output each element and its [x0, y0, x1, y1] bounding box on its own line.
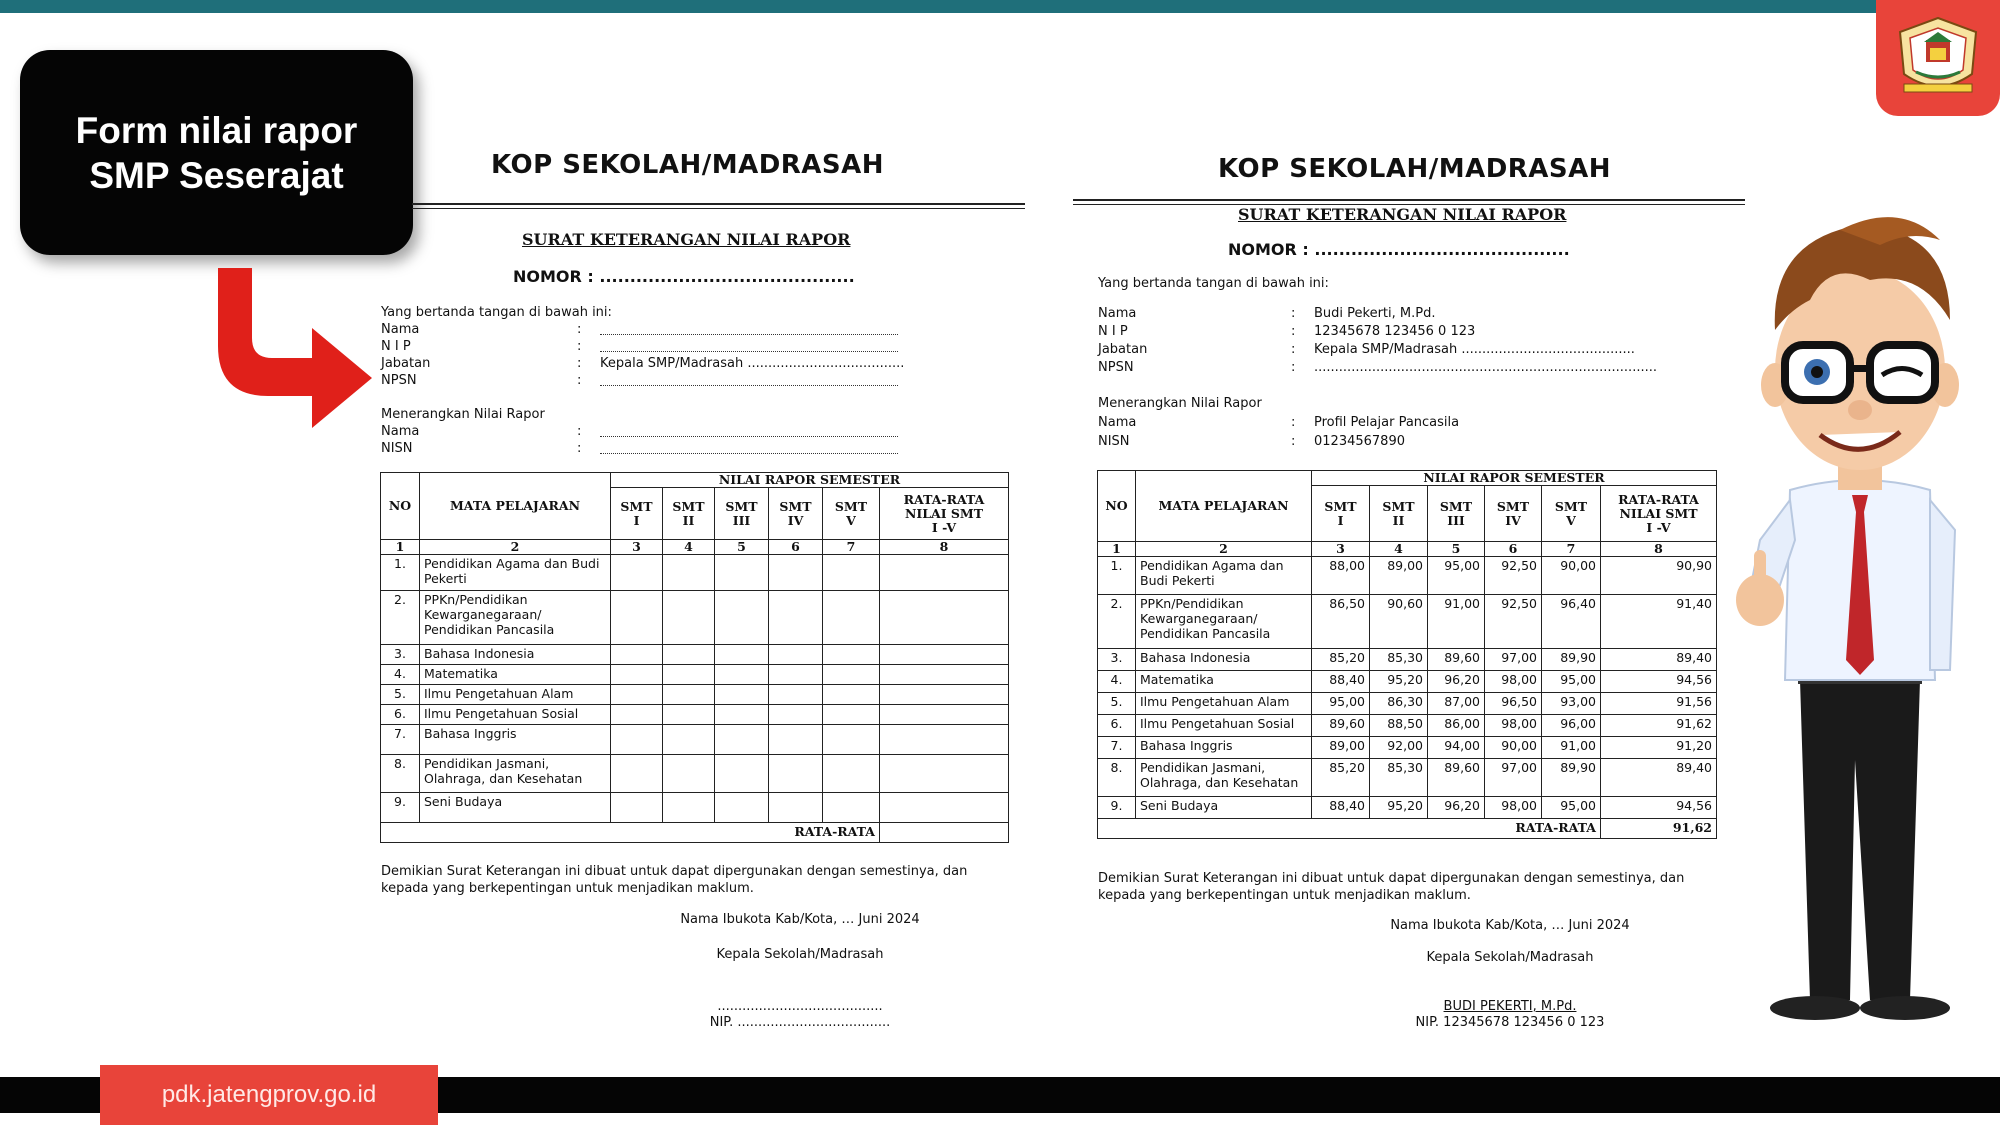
col-mapel-header: MATA PELAJARAN — [420, 473, 611, 540]
col-rata-header: RATA-RATA NILAI SMT I -V — [1601, 486, 1717, 542]
sign-role: Kepala Sekolah/Madrasah — [1426, 950, 1594, 965]
place-date: Nama Ibukota Kab/Kota, … Juni 2024 — [1390, 918, 1630, 933]
average-row: RATA-RATA — [381, 823, 1009, 843]
col-no-header: NO — [1098, 471, 1136, 542]
blank-grade-table — [380, 472, 1009, 843]
provincial-emblem-icon — [1890, 12, 1986, 102]
col-smt-header: SMT III — [1428, 486, 1485, 542]
label-jabatan: Jabatan — [1098, 342, 1148, 357]
intro-text: Yang bertanda tangan di bawah ini: — [1098, 276, 1329, 291]
place-date: Nama Ibukota Kab/Kota, … Juni 2024 — [680, 912, 920, 927]
col-smt-header: SMT IV — [1485, 486, 1542, 542]
sign-role: Kepala Sekolah/Madrasah — [716, 947, 884, 962]
filled-grade-table — [1097, 470, 1717, 839]
table-row: 2. PPKn/Pendidikan Kewarganegaraan/ Pendidikan Pancasila — [381, 591, 1009, 645]
col-smt-header: SMT I — [1312, 486, 1370, 542]
table-row: 9. Seni Budaya 88,40 95,20 96,20 98,00 95,00 94,56 — [1098, 797, 1717, 819]
col-smt-header: SMT II — [663, 488, 715, 540]
table-row: 6. Ilmu Pengetahuan Sosial — [381, 705, 1009, 725]
index-row: 1 2 3 4 5 6 7 8 — [1098, 542, 1717, 557]
jabatan-value: Kepala SMP/Madrasah .......................................... — [1314, 342, 1635, 357]
col-smt-header: SMT III — [715, 488, 769, 540]
table-row: 3. Bahasa Indonesia 85,20 85,30 89,60 97,00 89,90 89,40 — [1098, 649, 1717, 671]
kop-rule-thick — [1073, 199, 1745, 201]
table-row: 5. Ilmu Pengetahuan Alam — [381, 685, 1009, 705]
table-row: 4. Matematika — [381, 665, 1009, 685]
table-row: 6. Ilmu Pengetahuan Sosial 89,60 88,50 86,00 98,00 96,00 91,62 — [1098, 715, 1717, 737]
top-accent-bar — [0, 0, 2000, 13]
overall-average: 91,62 — [1601, 819, 1717, 839]
colon: : — [1291, 342, 1296, 357]
closing-paragraph: Demikian Surat Keterangan ini dibuat untuk dapat dipergunakan dengan semestinya, dan kepada yang berkepentingan untuk menjadikan maklum. — [381, 864, 968, 896]
student-nama-value: Profil Pelajar Pancasila — [1314, 415, 1460, 430]
slide-title-line2: SMP Seserajat — [89, 154, 344, 196]
index-row: 1 2 3 4 5 6 7 8 — [381, 540, 1009, 555]
colon: : — [577, 322, 582, 337]
label-nama: Nama — [1098, 415, 1137, 430]
colon: : — [1291, 434, 1296, 449]
label-npsn: NPSN — [1098, 360, 1134, 375]
colon: : — [577, 339, 582, 354]
label-nama: Nama — [381, 322, 420, 337]
col-group-header: NILAI RAPOR SEMESTER — [1312, 471, 1717, 486]
menerangkan-text: Menerangkan Nilai Rapor — [381, 407, 545, 422]
col-group-header: NILAI RAPOR SEMESTER — [611, 473, 1009, 488]
red-pointer-arrow-icon — [210, 268, 380, 428]
col-smt-header: SMT II — [1370, 486, 1428, 542]
table-row: 1. Pendidikan Agama dan Budi Pekerti — [381, 555, 1009, 591]
closing-paragraph: Demikian Surat Keterangan ini dibuat untuk dapat dipergunakan dengan semestinya, dan kepada yang berkepentingan untuk menjadikan maklum. — [1098, 871, 1685, 903]
average-row: RATA-RATA 91,62 — [1098, 819, 1717, 839]
kop-heading: KOP SEKOLAH/MADRASAH — [491, 150, 885, 180]
col-rata-header: RATA-RATA NILAI SMT I -V — [880, 488, 1009, 540]
sign-name-blank: ........................................ — [717, 999, 883, 1014]
jabatan-value: Kepala SMP/Madrasah ...................................... — [600, 356, 905, 371]
table-row: 3. Bahasa Indonesia — [381, 645, 1009, 665]
npsn-blank — [600, 373, 898, 386]
table-row: 7. Bahasa Inggris 89,00 92,00 94,00 90,00 91,00 91,20 — [1098, 737, 1717, 759]
menerangkan-text: Menerangkan Nilai Rapor — [1098, 396, 1262, 411]
kop-rule-thick — [412, 203, 1025, 205]
colon: : — [1291, 306, 1296, 321]
surat-title: SURAT KETERANGAN NILAI RAPOR — [522, 230, 851, 249]
colon: : — [577, 424, 582, 439]
nomor-line: NOMOR : .......................................... — [1228, 240, 1570, 259]
slide-title-box — [20, 50, 413, 255]
colon: : — [577, 373, 582, 388]
label-nip: N I P — [1098, 324, 1128, 339]
sign-nip: NIP. 12345678 123456 0 123 — [1415, 1015, 1605, 1030]
sign-nip-blank: NIP. ..................................... — [709, 1015, 891, 1030]
table-row: 9. Seni Budaya — [381, 793, 1009, 823]
table-row: 8. Pendidikan Jasmani, Olahraga, dan Kesehatan 85,20 85,30 89,60 97,00 89,90 89,40 — [1098, 759, 1717, 797]
label-nisn: NISN — [1098, 434, 1130, 449]
nip-blank — [600, 339, 898, 352]
slide-title-line1: Form nilai rapor — [75, 109, 358, 151]
nama-blank — [600, 322, 898, 335]
colon: : — [577, 356, 582, 371]
website-url-label: pdk.jatengprov.go.id — [100, 1065, 438, 1125]
nomor-line: NOMOR : .......................................... — [513, 267, 855, 286]
table-row: 7. Bahasa Inggris — [381, 725, 1009, 755]
surat-title: SURAT KETERANGAN NILAI RAPOR — [1238, 205, 1567, 224]
logo-tab — [1876, 0, 2000, 116]
student-nisn-blank — [600, 441, 898, 454]
label-nip: N I P — [381, 339, 411, 354]
npsn-value: ................................................................................... — [1314, 360, 1657, 375]
col-smt-header: SMT I — [611, 488, 663, 540]
table-row: 4. Matematika 88,40 95,20 96,20 98,00 95,00 94,56 — [1098, 671, 1717, 693]
label-nama: Nama — [1098, 306, 1137, 321]
col-no-header: NO — [381, 473, 420, 540]
label-jabatan: Jabatan — [381, 356, 431, 371]
colon: : — [1291, 324, 1296, 339]
table-row: 8. Pendidikan Jasmani, Olahraga, dan Kesehatan — [381, 755, 1009, 793]
col-mapel-header: MATA PELAJARAN — [1136, 471, 1312, 542]
colon: : — [1291, 415, 1296, 430]
kop-rule-thin — [412, 208, 1025, 209]
label-nisn: NISN — [381, 441, 413, 456]
col-smt-header: SMT V — [1542, 486, 1601, 542]
col-smt-header: SMT IV — [769, 488, 823, 540]
kop-heading: KOP SEKOLAH/MADRASAH — [1218, 154, 1612, 184]
colon: : — [1291, 360, 1296, 375]
intro-text: Yang bertanda tangan di bawah ini: — [381, 305, 612, 320]
nama-value: Budi Pekerti, M.Pd. — [1314, 306, 1436, 321]
label-nama: Nama — [381, 424, 420, 439]
table-row: 2. PPKn/Pendidikan Kewarganegaraan/ Pendidikan Pancasila 86,50 90,60 91,00 92,50 96,40 91,40 — [1098, 595, 1717, 649]
student-nisn-value: 01234567890 — [1314, 434, 1405, 449]
label-npsn: NPSN — [381, 373, 417, 388]
sign-name: BUDI PEKERTI, M.Pd. — [1443, 999, 1577, 1014]
cartoon-teacher-mascot-icon — [1720, 200, 1980, 1030]
table-row: 5. Ilmu Pengetahuan Alam 95,00 86,30 87,00 96,50 93,00 91,56 — [1098, 693, 1717, 715]
student-nama-blank — [600, 424, 898, 437]
table-row: 1. Pendidikan Agama dan Budi Pekerti 88,00 89,00 95,00 92,50 90,00 90,90 — [1098, 557, 1717, 595]
nip-value: 12345678 123456 0 123 — [1314, 324, 1476, 339]
colon: : — [577, 441, 582, 456]
col-smt-header: SMT V — [823, 488, 880, 540]
